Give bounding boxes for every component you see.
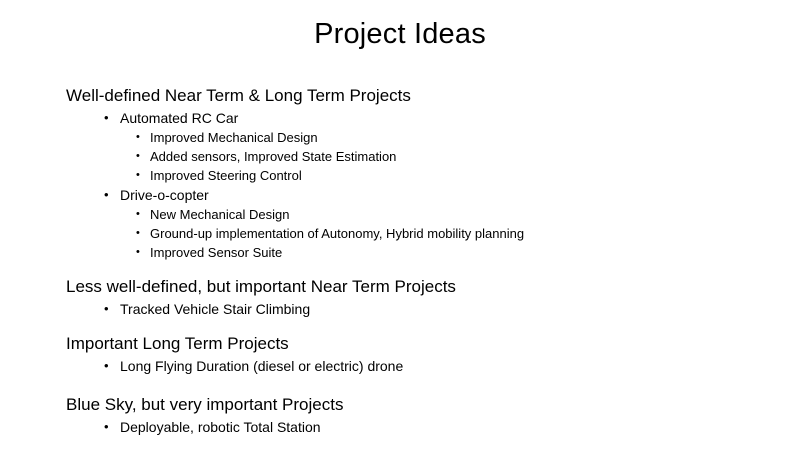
list-item-label: Drive-o-copter: [120, 187, 209, 203]
list-item: [66, 356, 766, 376]
list-item: [66, 299, 766, 319]
list-item: [66, 185, 766, 205]
list-item: [66, 205, 766, 224]
bullet-icon: •: [136, 150, 140, 162]
list-item-label: Added sensors, Improved State Estimation: [150, 149, 397, 164]
bullet-icon: •: [104, 301, 109, 316]
section-blue-sky: [66, 393, 766, 437]
list-item-label: Improved Sensor Suite: [150, 245, 283, 260]
bullet-icon: •: [104, 419, 109, 434]
spacer: [66, 376, 766, 393]
bullet-icon: •: [136, 208, 140, 220]
section-well-defined: [66, 84, 766, 262]
list-item-label: Long Flying Duration (diesel or electric) drone: [120, 358, 404, 374]
section-heading: Less well-defined, but important Near Term Projects: [66, 277, 456, 296]
bullet-icon: •: [136, 246, 140, 258]
bullet-icon: •: [104, 110, 109, 125]
list-item: [66, 128, 766, 147]
spacer: [66, 319, 766, 332]
list-item-label: Ground-up implementation of Autonomy, Hybrid mobility planning: [150, 226, 525, 241]
list-item: [66, 243, 766, 262]
slide-body: [66, 84, 766, 437]
section-less-well-defined: [66, 275, 766, 319]
section-important-long-term: [66, 332, 766, 376]
page-title: Project Ideas: [314, 18, 486, 50]
section-heading: Important Long Term Projects: [66, 334, 289, 353]
bullet-icon: •: [104, 358, 109, 373]
list-item-label: Tracked Vehicle Stair Climbing: [120, 301, 311, 317]
bullet-icon: •: [136, 131, 140, 143]
list-item-label: New Mechanical Design: [150, 207, 290, 222]
list-item-label: Improved Steering Control: [150, 168, 302, 183]
list-item-label: Deployable, robotic Total Station: [120, 419, 321, 435]
list-item-label: Improved Mechanical Design: [150, 130, 318, 145]
section-heading: Blue Sky, but very important Projects: [66, 395, 344, 414]
section-heading: Well-defined Near Term & Long Term Projects: [66, 86, 411, 105]
bullet-icon: •: [136, 169, 140, 181]
list-item: [66, 166, 766, 185]
bullet-icon: •: [136, 227, 140, 239]
list-item: [66, 147, 766, 166]
list-item: [66, 224, 766, 243]
list-item: [66, 417, 766, 437]
spacer: [66, 262, 766, 275]
list-item-label: Automated RC Car: [120, 110, 239, 126]
list-item: [66, 108, 766, 128]
bullet-icon: •: [104, 187, 109, 202]
